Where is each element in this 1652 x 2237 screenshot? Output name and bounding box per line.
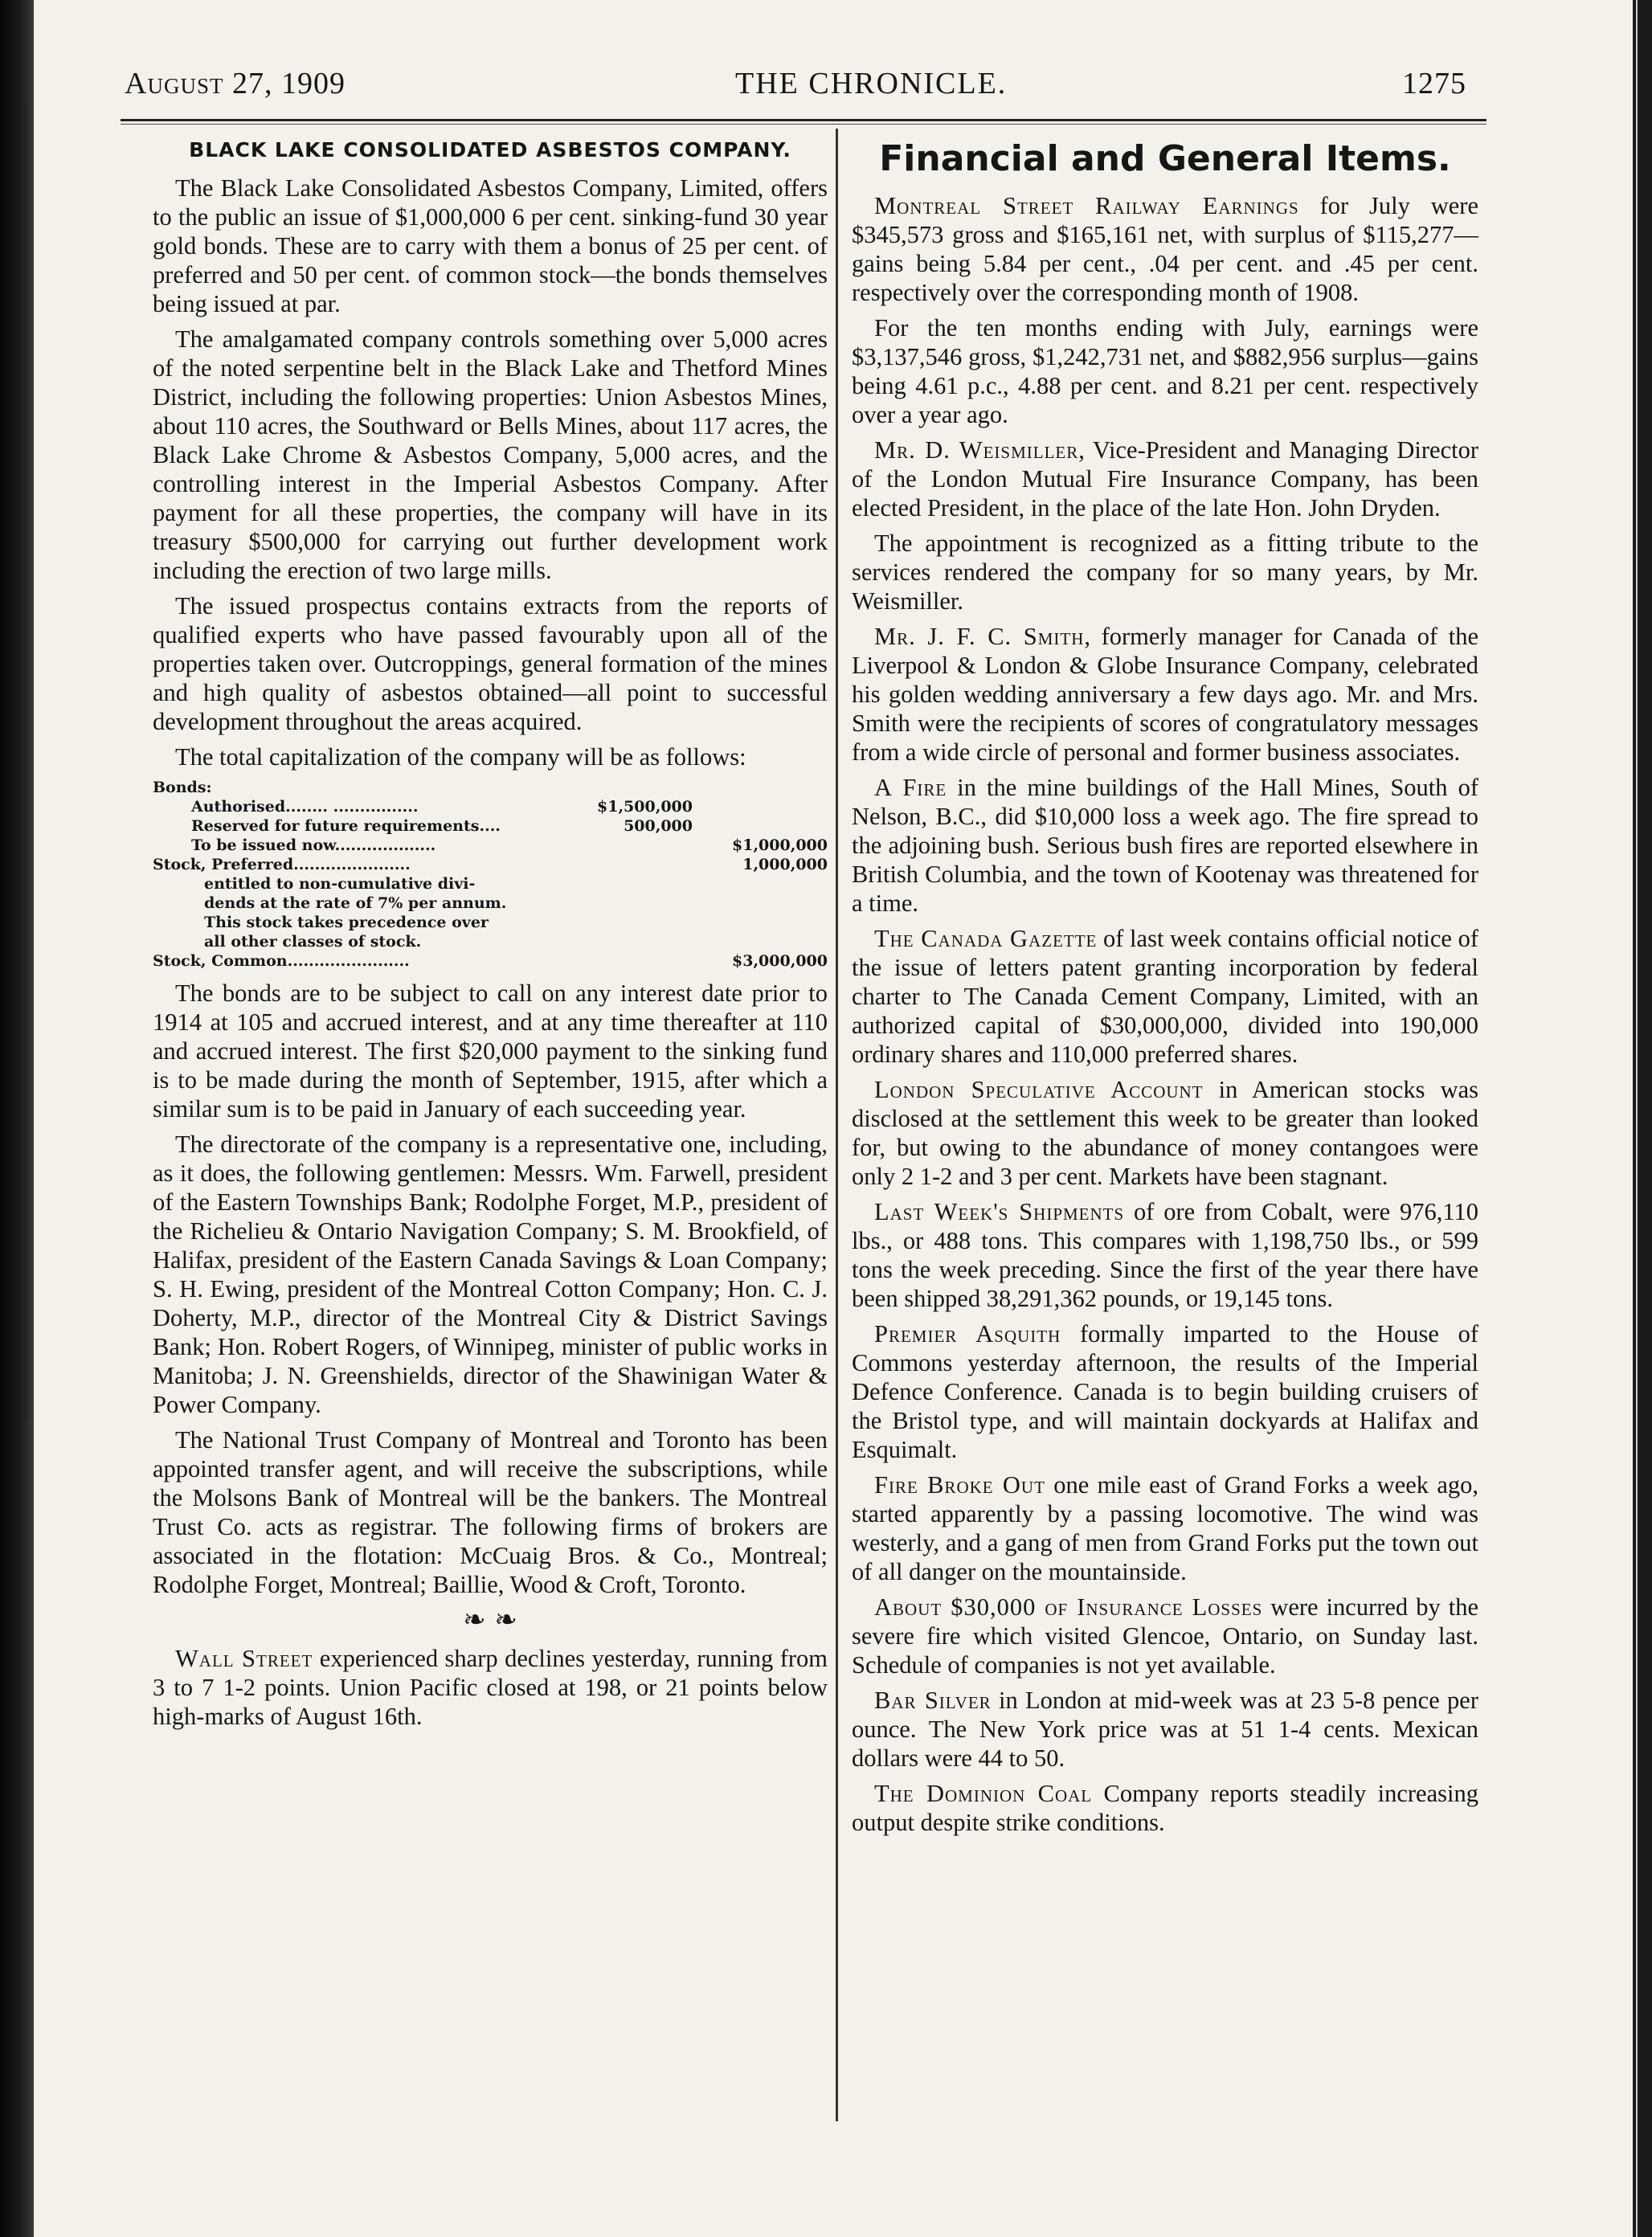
news-item	[852, 1593, 1478, 1679]
paragraph: The National Trust Company of Montreal and Toronto has been appointed transfer agent, and will receive the subscriptions, while the Molsons Bank of Montreal will be the bankers. The Montreal Trust Co. acts as registrar. The following firms of brokers are associated in the flotation: McCuaig Bros. & Co., Montreal; Rodolphe Forget, Montreal; Baillie, Wood & Croft, Toronto.	[153, 1426, 828, 1598]
paragraph: The issued prospectus contains extracts from the reports of qualified experts who have passed favourably upon all of the properties taken over. Outcroppings, general formation of the mines and high quality of asbestos obtained—all point to successful development throughout the areas acquired.	[153, 592, 828, 735]
item-lead: Wall Street	[175, 1645, 313, 1672]
item-text: were incurred by the severe fire which visited Glencoe, Ontario, on Sunday last. Schedule of companies is not yet available.	[852, 1593, 1478, 1679]
cap-authorised-value: $1,500,000	[597, 798, 693, 816]
item-lead: Last Week's Shipments	[874, 1198, 1125, 1225]
item-text: in American stocks was disclosed at the settlement this week to be greater than looked for, but owing to the abundance of money contangoes were only 2 1-2 and 3 per cent. Markets have been stagnant.	[852, 1076, 1479, 1190]
cap-preferred-value: 1,000,000	[742, 856, 828, 873]
item-text: The appointment is recognized as a fitting tribute to the services rendered the company for so many years, by Mr. Weismiller.	[852, 530, 1478, 615]
cap-common-value: $3,000,000	[732, 952, 828, 970]
item-text: experienced sharp declines yesterday, running from 3 to 7 1-2 points. Union Pacific closed at 198, or 21 points below high-marks of August 16th.	[153, 1645, 828, 1730]
cap-preferred-note: all other classes of stock.	[204, 933, 422, 951]
table-row	[153, 932, 828, 951]
item-lead: London Speculative Account	[874, 1076, 1204, 1103]
section-heading-financial-items: Financial and General Items.	[879, 138, 1451, 179]
item-text: of last week contains official notice of the issue of letters patent granting incorporation by federal charter to The Canada Cement Company, Limited, with an authorized capital of $30,000,000, divided into 190,000 ordinary shares and 110,000 preferred shares.	[852, 925, 1478, 1068]
news-item	[852, 1686, 1478, 1773]
capitalization-table	[153, 778, 828, 971]
item-lead: Bar Silver	[874, 1687, 992, 1714]
cap-authorised-label: Authorised........ ................	[191, 798, 419, 816]
item-lead: The Dominion Coal	[874, 1780, 1093, 1807]
item-lead: Fire Broke Out	[874, 1471, 1045, 1499]
item-text: in the mine buildings of the Hall Mines, South of Nelson, B.C., did $10,000 loss a week ago. The fire spread to the adjoining bush. Serious bush fires are reported elsewhere in British Columbia, and the town of Kootenay was threatened for a time.	[852, 774, 1478, 917]
cap-reserved-value: 500,000	[624, 817, 693, 835]
cap-preferred-note: dends at the rate of 7% per annum.	[204, 894, 507, 912]
item-lead: A Fire	[874, 774, 947, 801]
paragraph: The directorate of the company is a representative one, including, as it does, the following gentlemen: Messrs. Wm. Farwell, president of the Eastern Townships Bank; Rodolphe Forget, M.P., president of the Richelieu & Ontario Navigation Company; S. M. Brookfield, of Halifax, president of the Eastern Canada Savings & Loan Company; S. H. Ewing, president of the Montreal Cotton Company; Hon. C. J. Doherty, M.P., director of the Montreal City & District Savings Bank; Hon. Robert Rogers, of Winnipeg, minister of public works in Manitoba; J. N. Greenshields, director of the Shawinigan Water & Power Company.	[153, 1131, 828, 1418]
table-row	[153, 778, 828, 797]
table-row	[153, 855, 828, 874]
item-text: one mile east of Grand Forks a week ago, started apparently by a passing locomotive. The wind was westerly, and a gang of men from Grand Forks put the town out of all danger on the mountainside.	[852, 1471, 1478, 1585]
table-row	[153, 836, 828, 855]
column-divider	[836, 129, 838, 2121]
item-lead: Montreal Street Railway Earnings	[874, 192, 1299, 219]
paragraph: The amalgamated company controls something over 5,000 acres of the noted serpentine belt in the Black Lake and Thetford Mines District, including the following properties: Union Asbestos Mines, about 110 acres, the Southward or Bells Mines, about 117 acres, the Black Lake Chrome & Asbestos Company, 5,000 acres, and the controlling interest in the Imperial Asbestos Company. After payment for all these properties, the company will have in its treasury $500,000 for carrying out further development work including the erection of two large mills.	[153, 325, 828, 584]
news-item	[852, 773, 1478, 918]
cap-preferred-note: This stock takes precedence over	[204, 914, 489, 931]
item-text: , formerly manager for Canada of the Liverpool & London & Globe Insurance Company, celebrated his golden wedding anniversary a few days ago. Mr. and Mrs. Smith were the recipients of scores of congratulatory messages from a wide circle of personal and former business associates.	[852, 623, 1479, 766]
paragraph: The total capitalization of the company will be as follows:	[175, 743, 746, 771]
news-item	[852, 191, 1478, 307]
item-text: , Vice-President and Managing Director of the London Mutual Fire Insurance Company, has been elected President, in the place of the late Hon. John Dryden.	[852, 436, 1478, 521]
table-row	[153, 913, 828, 932]
news-item	[852, 529, 1478, 615]
item-text: formally imparted to the House of Commons yesterday afternoon, the results of the Imperial Defence Conference. Canada is to begin building cruisers of the Bristol type, and will maintain dockyards at Halifax and Esquimalt.	[852, 1320, 1478, 1463]
item-lead: Premier Asquith	[874, 1320, 1061, 1348]
right-column	[852, 137, 1478, 1843]
paragraph: The bonds are to be subject to call on any interest date prior to 1914 at 105 and accrued interest, and at any time thereafter at 110 and accrued interest. The first $20,000 payment to the sinking fund is to be made during the month of September, 1915, after which a similar sum is to be paid in January of each succeeding year.	[153, 979, 828, 1123]
header-page-number: 1275	[1402, 67, 1466, 100]
news-item	[852, 1779, 1478, 1837]
header-title: THE CHRONICLE.	[735, 67, 1008, 100]
news-item	[852, 1075, 1478, 1191]
item-lead: About $30,000 of Insurance Losses	[874, 1593, 1263, 1621]
news-item	[852, 1197, 1478, 1313]
header-date: August 27, 1909	[125, 67, 346, 100]
page-right-edge	[1636, 0, 1638, 2237]
news-item	[852, 313, 1478, 429]
news-item	[852, 1319, 1478, 1464]
item-text: Company reports steadily increasing output despite strike conditions.	[852, 1780, 1478, 1836]
section-ornament: ❧ ❧	[463, 1604, 517, 1636]
cap-bonds-label: Bonds:	[153, 779, 212, 796]
table-row	[153, 874, 828, 894]
cap-to-be-issued-value: $1,000,000	[732, 836, 828, 854]
item-lead: The Canada Gazette	[874, 925, 1098, 952]
cap-preferred-note: entitled to non-cumulative divi-	[204, 875, 476, 893]
cap-reserved-label: Reserved for future requirements....	[191, 817, 501, 835]
cap-preferred-label: Stock, Preferred......................	[153, 856, 411, 873]
scan-left-edge	[0, 0, 34, 2237]
paragraph: The Black Lake Consolidated Asbestos Company, Limited, offers to the public an issue of $1,000,000 6 per cent. sinking-fund 30 year gold bonds. These are to carry with them a bonus of 25 per cent. of preferred and 50 per cent. of common stock—the bonds themselves being issued at par.	[153, 174, 828, 317]
item-lead: Mr. D. Weismiller	[874, 436, 1079, 464]
table-row	[153, 894, 828, 913]
item-text: of ore from Cobalt, were 976,110 lbs., or 488 tons. This compares with 1,198,750 lbs., or 599 tons the week preceding. Since the first of the year there have been shipped 38,291,362 pounds, or 19,145 tons.	[852, 1198, 1478, 1312]
cap-to-be-issued-label: To be issued now...................	[191, 836, 436, 854]
table-row	[153, 816, 828, 836]
news-item	[852, 622, 1478, 767]
item-text: in London at mid-week was at 23 5-8 pence per ounce. The New York price was at 51 1-4 cents. Mexican dollars were 44 to 50.	[852, 1687, 1478, 1772]
table-row	[153, 797, 828, 816]
cap-common-label: Stock, Common.......................	[153, 952, 410, 970]
binding-line	[24, 104, 27, 1422]
item-lead: Mr. J. F. C. Smith	[874, 623, 1085, 650]
item-text: for July were $345,573 gross and $165,161 net, with surplus of $115,277—gains being 5.84 per cent., .04 per cent. and .45 per cent. respectively over the corresponding month of 1908.	[852, 192, 1479, 306]
page-header	[125, 66, 1474, 114]
news-item	[852, 436, 1478, 522]
header-rule	[121, 119, 1486, 121]
article-heading-black-lake: BLACK LAKE CONSOLIDATED ASBESTOS COMPANY.	[189, 138, 791, 162]
news-item	[852, 924, 1478, 1069]
left-column	[153, 137, 828, 1737]
item-text: For the ten months ending with July, earnings were $3,137,546 gross, $1,242,731 net, and $882,956 surplus—gains being 4.61 p.c., 4.88 per cent. and 8.21 per cent. respectively over a year ago.	[852, 314, 1478, 428]
table-row	[153, 951, 828, 971]
header-rule-thin	[121, 124, 1486, 125]
news-item	[852, 1470, 1478, 1586]
paragraph-wall-street	[153, 1644, 828, 1731]
